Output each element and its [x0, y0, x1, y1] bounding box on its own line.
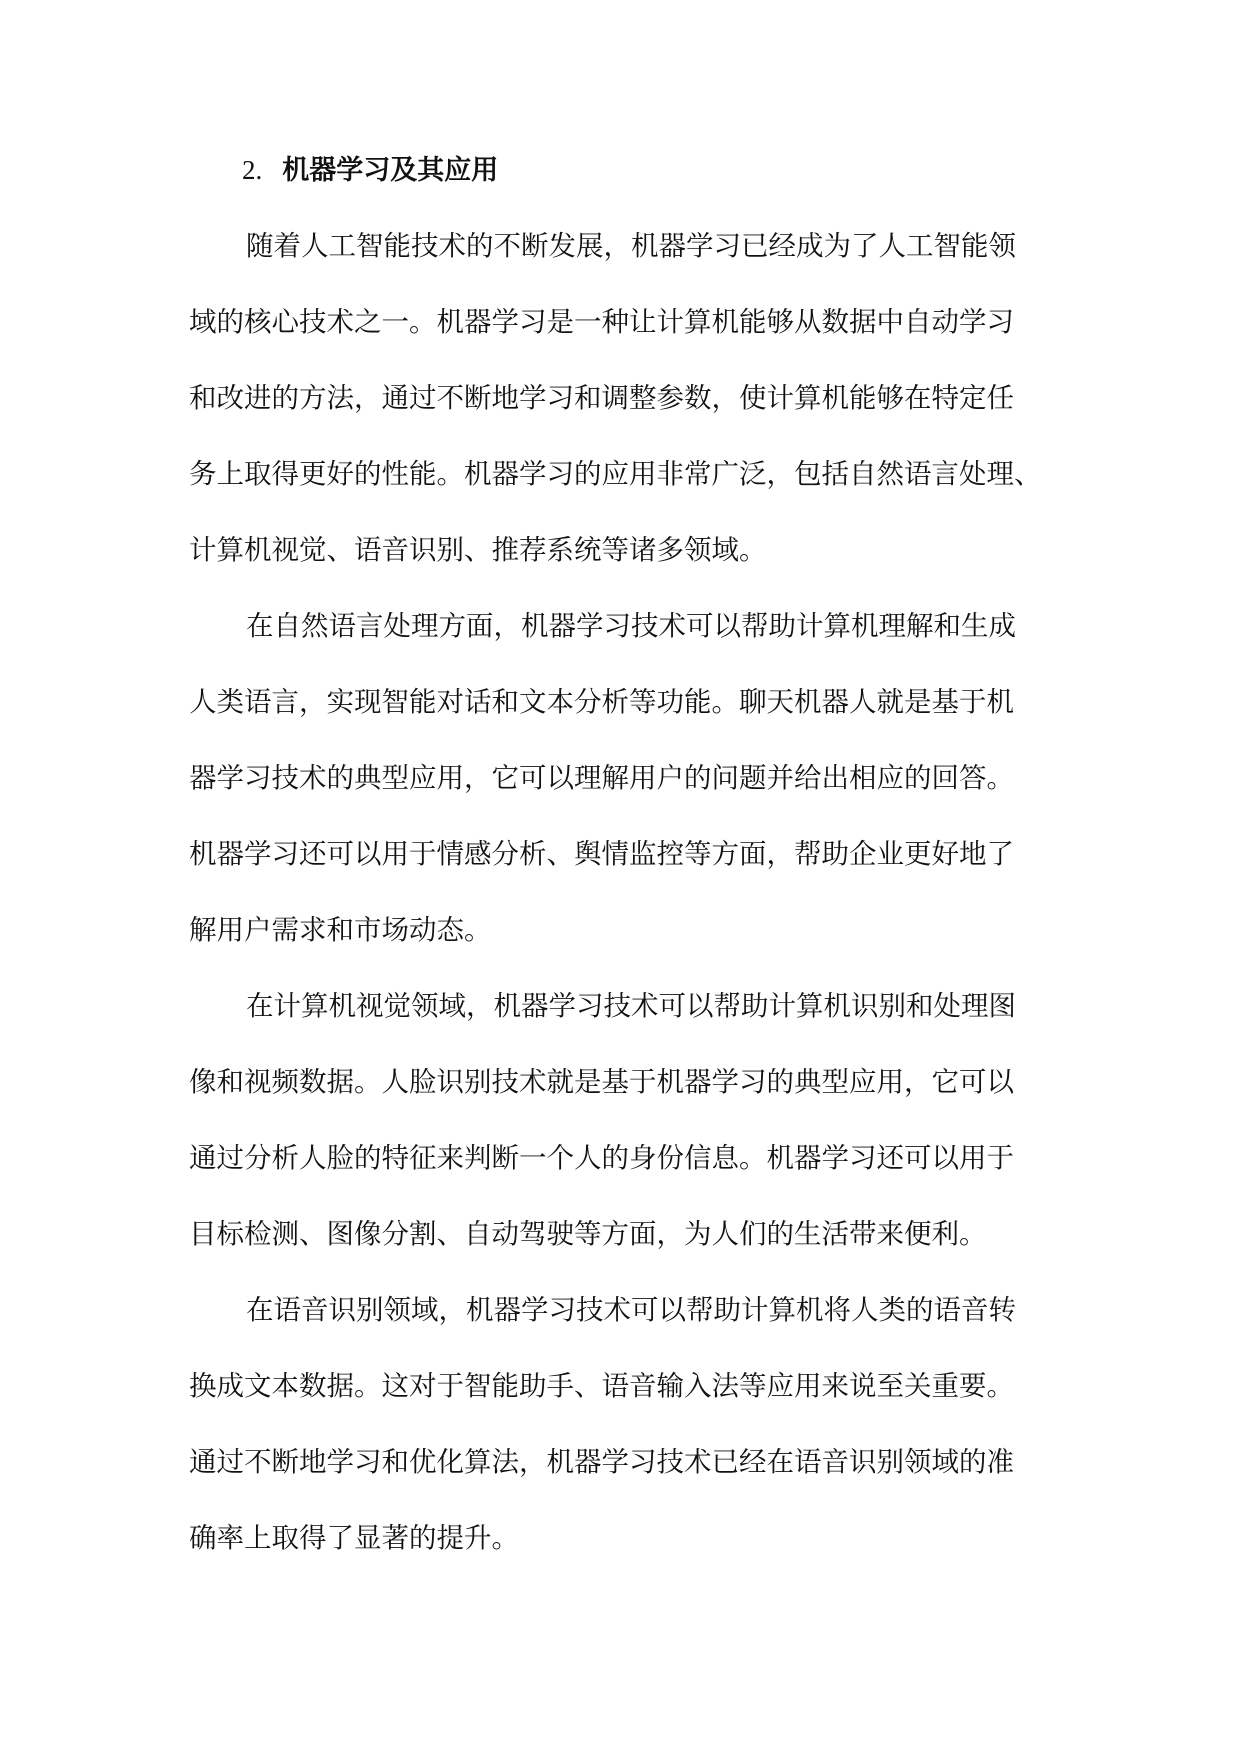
section-heading — [242, 150, 498, 191]
paragraph-1-line-5: 计算机视觉、语音识别、推荐系统等诸多领域。 — [189, 534, 767, 566]
paragraph-4-line-1: 在语音识别领域，机器学习技术可以帮助计算机将人类的语音转 — [246, 1294, 1016, 1326]
paragraph-2-line-4: 机器学习还可以用于情感分析、舆情监控等方面，帮助企业更好地了 — [189, 838, 1014, 870]
paragraph-1-line-3: 和改进的方法，通过不断地学习和调整参数，使计算机能够在特定任 — [189, 382, 1014, 414]
paragraph-2-line-3: 器学习技术的典型应用，它可以理解用户的问题并给出相应的回答。 — [189, 762, 1014, 794]
paragraph-3-line-4: 目标检测、图像分割、自动驾驶等方面，为人们的生活带来便利。 — [189, 1218, 987, 1250]
section-title: 机器学习及其应用 — [282, 155, 499, 186]
paragraph-4-line-3: 通过不断地学习和优化算法，机器学习技术已经在语音识别领域的准 — [189, 1446, 1014, 1478]
paragraph-2-line-1: 在自然语言处理方面，机器学习技术可以帮助计算机理解和生成 — [246, 610, 1016, 642]
section-number: 2. — [242, 155, 263, 185]
paragraph-1-line-4: 务上取得更好的性能。机器学习的应用非常广泛，包括自然语言处理、 — [189, 458, 1042, 490]
paragraph-1-line-2: 域的核心技术之一。机器学习是一种让计算机能够从数据中自动学习 — [189, 306, 1014, 338]
paragraph-4-line-4: 确率上取得了显著的提升。 — [189, 1522, 519, 1554]
paragraph-2-line-5: 解用户需求和市场动态。 — [189, 914, 492, 946]
paragraph-3-line-2: 像和视频数据。人脸识别技术就是基于机器学习的典型应用，它可以 — [189, 1066, 1014, 1098]
paragraph-4-line-2: 换成文本数据。这对于智能助手、语音输入法等应用来说至关重要。 — [189, 1370, 1014, 1402]
paragraph-1-line-1: 随着人工智能技术的不断发展，机器学习已经成为了人工智能领 — [246, 230, 1016, 262]
paragraph-3-line-1: 在计算机视觉领域，机器学习技术可以帮助计算机识别和处理图 — [246, 990, 1016, 1022]
paragraph-2-line-2: 人类语言，实现智能对话和文本分析等功能。聊天机器人就是基于机 — [189, 686, 1014, 718]
paragraph-3-line-3: 通过分析人脸的特征来判断一个人的身份信息。机器学习还可以用于 — [189, 1142, 1014, 1174]
